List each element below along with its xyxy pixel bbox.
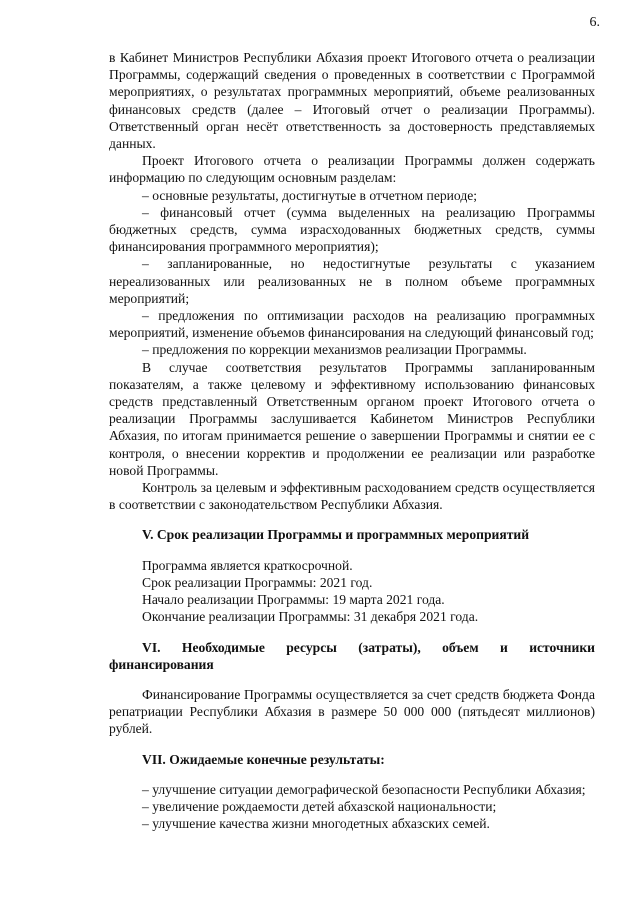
paragraph-control: Контроль за целевым и эффективным расходованием средств осуществляется в соответствии с законодательством Республики Абхазия. [109, 480, 595, 513]
page-number: 6. [589, 15, 600, 30]
report-item: – основные результаты, достигнутые в отчетном периоде; [142, 187, 478, 203]
section-7-heading: VII. Ожидаемые конечные результаты: [142, 751, 385, 767]
expected-result-item: – улучшение качества жизни многодетных абхазских семей. [142, 816, 490, 832]
report-item: – предложения по оптимизации расходов на реализацию программных мероприятий, изменение объемов финансирования на следующий финансовый год; [109, 308, 595, 341]
page-body [109, 49, 595, 832]
section-5-line: Срок реализации Программы: 2021 год. [142, 574, 373, 590]
section-5-line: Начало реализации Программы: 19 марта 2021 года. [142, 592, 445, 608]
report-item: – запланированные, но недостигнутые результаты с указанием нереализованных или реализованных не в полном объеме программных мероприятий; [109, 256, 595, 306]
section-5-line: Программа является краткосрочной. [142, 557, 353, 573]
paragraph-report-review: В случае соответствия результатов Программы запланированным показателям, а также целевому и эффективному использованию финансовых средств представленный Ответственным органом проект Итогового отчета о реализации Программы заслушивается Кабинетом Министров Республики Абхазия, по итогам принимается решение о завершении Программы и снятии ее с контроля, о внесении корректив и продолжении ее реализации или разработке новой Программы. [109, 359, 595, 478]
section-6-text: Финансирование Программы осуществляется за счет средств бюджета Фонда репатриации Республики Абхазия в размере 50 000 000 (пятьдесят миллионов) рублей. [109, 686, 595, 737]
expected-result-item: – увеличение рождаемости детей абхазской национальности; [142, 798, 497, 814]
paragraph-continuation: в Кабинет Министров Республики Абхазия проект Итогового отчета о реализации Программы, содержащий сведения о проведенных в соответствии с Программой мероприятиях, о результатах программных мероприятий, объеме реализованных финансовых средств (далее – Итоговый отчет о реализации Программы). Ответственный орган несёт ответственность за достоверность представляемых данных. [109, 50, 595, 152]
paragraph-report-contents: Проект Итогового отчета о реализации Программы должен содержать информацию по следующим основным разделам: [109, 153, 595, 186]
section-6-heading: VI. Необходимые ресурсы (затраты), объем и источники финансирования [109, 639, 595, 672]
section-5-heading: V. Срок реализации Программы и программных мероприятий [142, 527, 530, 543]
report-item: – предложения по коррекции механизмов реализации Программы. [142, 342, 527, 358]
section-5-line: Окончание реализации Программы: 31 декабря 2021 года. [142, 609, 479, 625]
expected-result-item: – улучшение ситуации демографической безопасности Республики Абхазия; [142, 781, 586, 797]
report-item: – финансовый отчет (сумма выделенных на реализацию Программы бюджетных средств, сумма израсходованных бюджетных средств, суммы финансирования программного мероприятия); [109, 204, 595, 255]
